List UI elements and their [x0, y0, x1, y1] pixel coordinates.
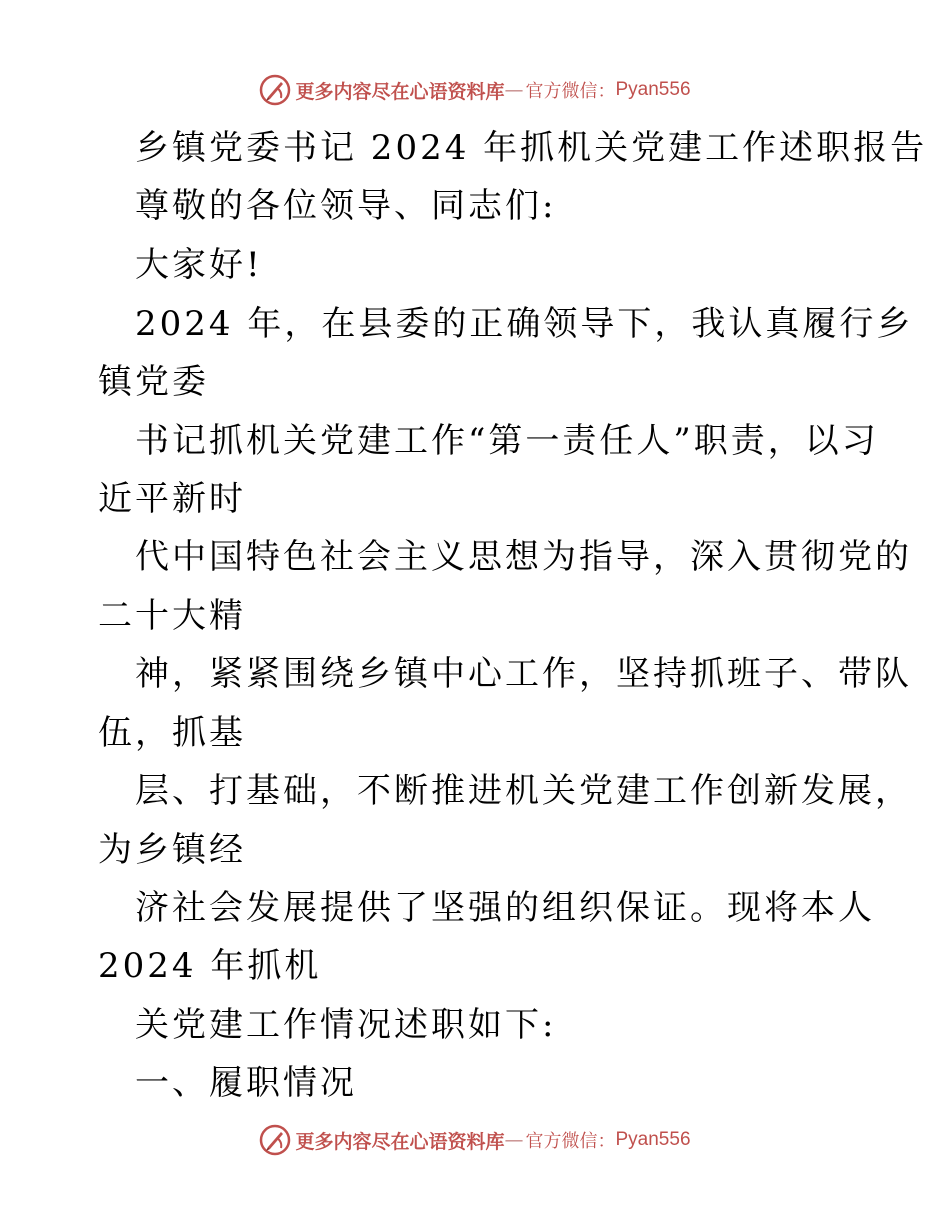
watermark-banner-top [0, 70, 950, 110]
document-line: 近平新时 [98, 479, 246, 519]
document-line: 2024 年，在县委的正确领导下，我认真履行乡 [135, 304, 914, 344]
document-line: 尊敬的各位领导、同志们: [135, 186, 557, 226]
section-heading: 一、履职情况 [135, 1063, 357, 1103]
document-line: 伍，抓基 [98, 713, 246, 753]
document-line: 代中国特色社会主义思想为指导，深入贯彻党的 [135, 537, 912, 577]
document-line: 2024 年抓机 [98, 946, 322, 986]
document-line: 大家好! [135, 245, 263, 285]
watermark-wechat-label: 官方微信： [525, 81, 616, 102]
document-line: 关党建工作情况述职如下: [135, 1005, 557, 1045]
document-line: 二十大精 [98, 596, 246, 636]
document-line: 为乡镇经 [98, 830, 246, 870]
watermark-wechat-id: Pyan556 [615, 79, 691, 100]
watermark-wechat-label: 官方微信： [525, 1131, 616, 1152]
document-line: 镇党委 [98, 362, 209, 402]
watermark-wechat-id: Pyan556 [615, 1129, 691, 1150]
document-line: 书记抓机关党建工作“第一责任人”职责，以习 [135, 421, 879, 461]
quill-logo-icon [259, 74, 291, 106]
watermark-banner-bottom [0, 1120, 950, 1160]
watermark-dash: — [504, 1129, 524, 1151]
document-line: 层、打基础，不断推进机关党建工作创新发展， [135, 771, 912, 811]
quill-logo-icon [259, 1124, 291, 1156]
document-title: 乡镇党委书记 2024 年抓机关党建工作述职报告 [135, 128, 928, 168]
watermark-dash: — [504, 79, 524, 101]
watermark-main-text: 更多内容尽在心语资料库 [295, 1130, 505, 1153]
watermark-main-text: 更多内容尽在心语资料库 [295, 80, 505, 103]
document-line: 神，紧紧围绕乡镇中心工作，坚持抓班子、带队 [135, 654, 912, 694]
document-line: 济社会发展提供了坚强的组织保证。现将本人 [135, 888, 875, 928]
